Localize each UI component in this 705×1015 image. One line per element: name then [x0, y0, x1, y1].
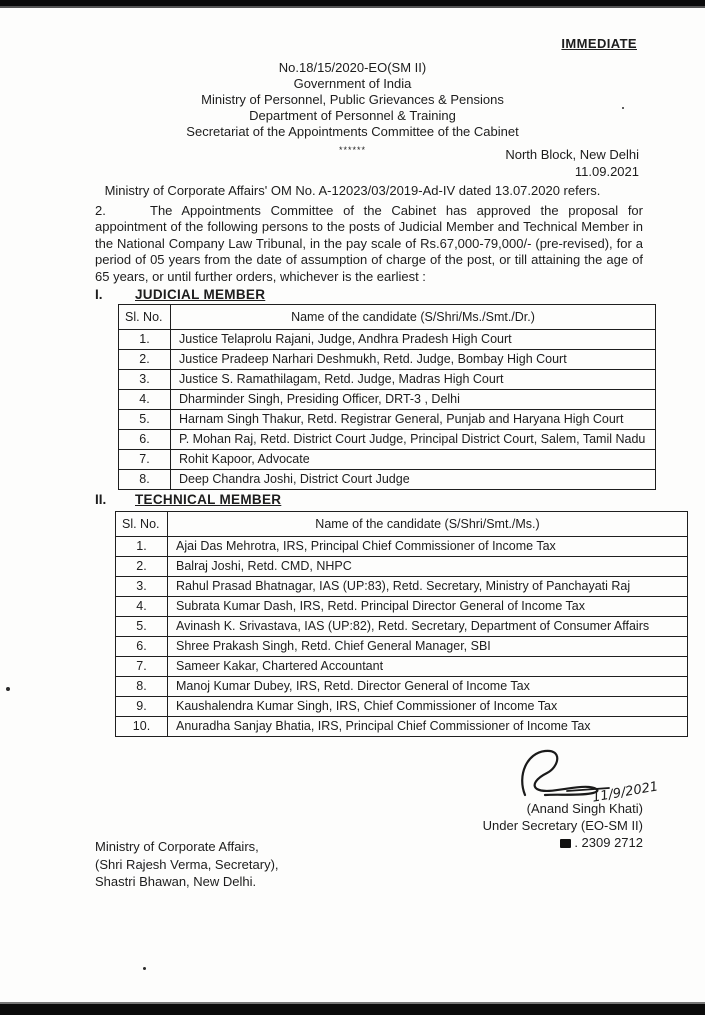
table-row — [119, 470, 656, 490]
table-row — [116, 717, 688, 737]
letter-place: North Block, New Delhi — [505, 147, 639, 162]
handwritten-date: 11/9/2021 — [591, 779, 660, 806]
cell-name: Justice Telaprolu Rajani, Judge, Andhra Pradesh High Court — [171, 330, 656, 350]
table-row — [119, 330, 656, 350]
scan-edge-top — [0, 0, 705, 8]
cell-slno: 7. — [116, 657, 168, 677]
table-row — [116, 577, 688, 597]
cell-name: Dharminder Singh, Presiding Officer, DRT-3 , Delhi — [171, 390, 656, 410]
table-row — [119, 370, 656, 390]
col-header-name: Name of the candidate (S/Shri/Ms./Smt./Dr.) — [171, 305, 656, 330]
signature-block — [403, 745, 660, 852]
cell-slno: 4. — [119, 390, 171, 410]
letterhead — [0, 60, 705, 158]
cell-name: Ajai Das Mehrotra, IRS, Principal Chief Commissioner of Income Tax — [168, 537, 688, 557]
cell-slno: 4. — [116, 597, 168, 617]
cell-slno: 6. — [116, 637, 168, 657]
cell-slno: 5. — [116, 617, 168, 637]
cell-name: Avinash K. Srivastava, IAS (UP:82), Retd. Secretary, Department of Consumer Affairs — [168, 617, 688, 637]
scan-speck — [143, 967, 146, 970]
cell-slno: 8. — [116, 677, 168, 697]
section-heading-judicial — [95, 287, 265, 302]
signatory-designation: Under Secretary (EO-SM II) — [482, 817, 643, 833]
section-numeral: II. — [95, 492, 107, 507]
section-numeral: I. — [95, 287, 103, 302]
table-row — [116, 657, 688, 677]
cell-name: Harnam Singh Thakur, Retd. Registrar General, Punjab and Haryana High Court — [171, 410, 656, 430]
paragraph-text: The Appointments Committee of the Cabinet has approved the proposal for appointment of the following persons to the posts of Judicial Member and Technical Member in the National Company Law Tribunal, in the pay scale of Rs.67,000-79,000/- (pre-revised), for a period of 05 years from the date of assumption of charge of the post, or till attaining the age of 65 years, or until further orders, whichever is the earliest : — [95, 203, 643, 284]
table-row — [119, 450, 656, 470]
cell-name: Balraj Joshi, Retd. CMD, NHPC — [168, 557, 688, 577]
table-row — [116, 537, 688, 557]
letter-ref-no: No.18/15/2020-EO(SM II) — [278, 60, 427, 75]
judicial-member-table — [118, 304, 656, 490]
letterhead-line: Secretariat of the Appointments Committee of the Cabinet — [186, 124, 519, 139]
letterhead-line: Department of Personnel & Training — [249, 108, 456, 123]
cell-slno: 9. — [116, 697, 168, 717]
col-header-slno: Sl. No. — [116, 512, 168, 537]
cell-name: Justice Pradeep Narhari Deshmukh, Retd. Judge, Bombay High Court — [171, 350, 656, 370]
table-row — [116, 557, 688, 577]
table-row — [116, 597, 688, 617]
section-title: TECHNICAL MEMBER — [135, 492, 282, 507]
cell-name: Rahul Prasad Bhatnagar, IAS (UP:83), Retd. Secretary, Ministry of Panchayati Raj — [168, 577, 688, 597]
cell-slno: 1. — [116, 537, 168, 557]
table-row — [119, 410, 656, 430]
cell-name: Subrata Kumar Dash, IRS, Retd. Principal Director General of Income Tax — [168, 597, 688, 617]
letterhead-divider-stars: ****** — [338, 145, 366, 155]
table-row — [116, 697, 688, 717]
technical-member-table — [115, 511, 688, 737]
addressee-block — [95, 838, 279, 891]
scan-edge-bottom — [0, 1002, 705, 1015]
cell-slno: 2. — [119, 350, 171, 370]
cell-name: Sameer Kakar, Chartered Accountant — [168, 657, 688, 677]
cell-name: Justice S. Ramathilagam, Retd. Judge, Madras High Court — [171, 370, 656, 390]
col-header-slno: Sl. No. — [119, 305, 171, 330]
cell-name: Deep Chandra Joshi, District Court Judge — [171, 470, 656, 490]
phone-icon — [560, 839, 571, 848]
phone-line — [403, 835, 643, 852]
place-date-block — [505, 146, 639, 180]
body-paragraph — [95, 203, 643, 285]
letterhead-line: Ministry of Personnel, Public Grievances & Pensions — [201, 92, 504, 107]
cell-slno: 3. — [116, 577, 168, 597]
table-row — [119, 350, 656, 370]
cell-slno: 5. — [119, 410, 171, 430]
scan-speck — [6, 687, 10, 691]
cell-slno: 7. — [119, 450, 171, 470]
letter-date: 11.09.2021 — [574, 164, 639, 179]
table-row — [116, 677, 688, 697]
addressee-line: (Shri Rajesh Verma, Secretary), — [95, 856, 279, 872]
phone-number: . 2309 2712 — [574, 835, 643, 850]
cell-slno: 10. — [116, 717, 168, 737]
cell-name: Kaushalendra Kumar Singh, IRS, Chief Commissioner of Income Tax — [168, 697, 688, 717]
cell-slno: 3. — [119, 370, 171, 390]
section-heading-technical — [95, 492, 281, 507]
section-title: JUDICIAL MEMBER — [135, 287, 266, 302]
table-row — [119, 390, 656, 410]
table-header-row — [116, 512, 688, 537]
table-row — [116, 617, 688, 637]
cell-slno: 8. — [119, 470, 171, 490]
paragraph-number: 2. — [95, 203, 106, 218]
priority-tag: IMMEDIATE — [561, 36, 637, 51]
reference-line: Ministry of Corporate Affairs' OM No. A-12023/03/2019-Ad-IV dated 13.07.2020 refers. — [104, 183, 601, 198]
cell-name: Shree Prakash Singh, Retd. Chief General Manager, SBI — [168, 637, 688, 657]
cell-name: Rohit Kapoor, Advocate — [171, 450, 656, 470]
cell-slno: 2. — [116, 557, 168, 577]
addressee-line: Ministry of Corporate Affairs, — [95, 839, 259, 854]
cell-name: Manoj Kumar Dubey, IRS, Retd. Director General of Income Tax — [168, 677, 688, 697]
signatory-name: (Anand Singh Khati) — [526, 801, 643, 816]
cell-name: Anuradha Sanjay Bhatia, IRS, Principal Chief Commissioner of Income Tax — [168, 717, 688, 737]
table-header-row — [119, 305, 656, 330]
addressee-line: Shastri Bhawan, New Delhi. — [95, 874, 257, 889]
table-row — [119, 430, 656, 450]
table-row — [116, 637, 688, 657]
col-header-name: Name of the candidate (S/Shri/Smt./Ms.) — [168, 512, 688, 537]
cell-name: P. Mohan Raj, Retd. District Court Judge, Principal District Court, Salem, Tamil Nadu — [171, 430, 656, 450]
letterhead-line: Government of India — [293, 76, 412, 91]
cell-slno: 1. — [119, 330, 171, 350]
cell-slno: 6. — [119, 430, 171, 450]
